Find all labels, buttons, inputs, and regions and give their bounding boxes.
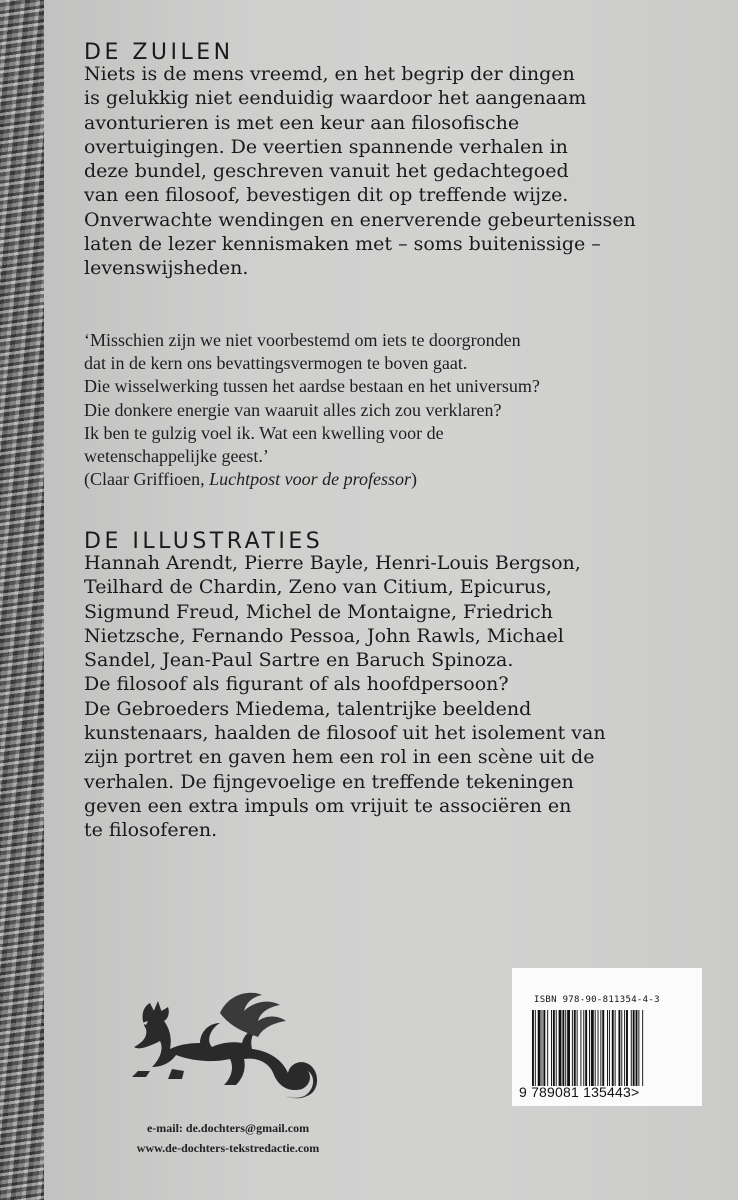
text-line: avonturieren is met een keur aan filosofische (84, 111, 520, 134)
text-line: verhalen. De fijngevoelige en treffende tekeningen (84, 770, 574, 793)
barcode-bar (547, 1010, 548, 1086)
barcode-bar (607, 1010, 608, 1086)
barcode-bar (615, 1010, 616, 1086)
griffin-logo-icon (112, 985, 327, 1105)
barcode-bar (572, 1010, 573, 1086)
text-line: Sigmund Freud, Michel de Montaigne, Friedrich (84, 600, 553, 623)
text-line: Nietzsche, Fernando Pessoa, John Rawls, Michael (84, 624, 564, 647)
text-line: Niets is de mens vreemd, en het begrip der dingen (84, 63, 575, 85)
barcode-bar (602, 1010, 604, 1086)
barcode-bar (577, 1010, 578, 1086)
text-line: Die donkere energie van waaruit alles zich zou verklaren? (84, 399, 502, 420)
barcode-bar (562, 1010, 564, 1086)
barcode-bar (621, 1010, 622, 1086)
barcode-bar (565, 1010, 566, 1086)
attribution-author: (Claar Griffioen, (84, 469, 210, 490)
barcode-bar (600, 1010, 601, 1086)
barcode-bar (551, 1010, 552, 1086)
text-line: van een filosoof, bevestigen dit op treffende wijze. (84, 184, 569, 207)
barcode-bar (624, 1010, 625, 1086)
barcode-bar (532, 1010, 534, 1086)
barcode-bar (543, 1010, 545, 1086)
text-line: dat in de kern ons bevattingsvermogen te boven gaat. (84, 353, 468, 374)
text-line: te filosoferen. (84, 819, 218, 842)
barcode-bar (631, 1010, 632, 1086)
text-line: Hannah Arendt, Pierre Bayle, Henri-Louis Bergson, (84, 552, 581, 574)
barcode-digits: 9 789081 135443 (519, 1084, 631, 1100)
heading-de-zuilen: DE ZUILEN (84, 40, 234, 65)
barcode-bar (636, 1010, 638, 1086)
barcode-bar (598, 1010, 599, 1086)
text-line: Teilhard de Chardin, Zeno van Citium, Epicurus, (84, 576, 552, 599)
barcode-number (519, 1084, 704, 1100)
publisher-website: www.de-dochters-tekstredactie.com (136, 1141, 320, 1155)
barcode-bar (580, 1010, 581, 1086)
barcode-icon (532, 1010, 690, 1086)
barcode-bar (559, 1010, 562, 1086)
barcode-bar (589, 1010, 590, 1086)
barcode-bar (585, 1010, 587, 1086)
text-line: wetenschappelijke geest.’ (84, 446, 269, 467)
heading-de-illustraties: DE ILLUSTRATIES (84, 529, 324, 554)
barcode-bar (542, 1010, 543, 1086)
barcode-bar (609, 1010, 610, 1086)
barcode-bar (618, 1010, 620, 1086)
text-line: Onverwachte wendingen en enerverende gebeurtenissen (84, 208, 636, 231)
barcode-bar (638, 1010, 639, 1086)
illustraties-description (84, 551, 724, 843)
text-line: levenswijsheden. (84, 257, 249, 280)
barcode-bar (626, 1010, 628, 1086)
text-line: De Gebroeders Miedema, talentrijke beeldend (84, 697, 532, 720)
quote-attribution (84, 468, 714, 491)
text-line: ‘Misschien zijn we niet voorbestemd om iets te doorgronden (84, 330, 521, 350)
barcode-bar (574, 1010, 576, 1086)
barcode-box (512, 968, 702, 1106)
isbn-label: ISBN 978-90-811354-4-3 (534, 995, 660, 1005)
book-quote (84, 329, 714, 491)
barcode-bar (591, 1010, 594, 1086)
attribution-title: Luchtpost voor de professor (209, 469, 411, 490)
text-line: laten de lezer kennismaken met – soms buitenissige – (84, 233, 601, 256)
barcode-bar (612, 1010, 614, 1086)
barcode-bar (553, 1010, 555, 1086)
text-line: deze bundel, geschreven vanuit het gedachtegoed (84, 160, 569, 183)
text-line: overtuigingen. De veertien spannende verhalen in (84, 135, 568, 158)
publisher-email: e-mail: de.dochters@gmail.com (146, 1121, 310, 1135)
barcode-bar (583, 1010, 584, 1086)
text-line: Ik ben te gulzig voel ik. Wat een kwelling voor de (84, 422, 444, 443)
zuilen-description (84, 62, 724, 281)
barcode-arrow: > (631, 1084, 640, 1100)
barcode-bar (633, 1010, 635, 1086)
barcode-bar (538, 1010, 541, 1086)
text-line: zijn portret en gaven hem een rol in een scène uit de (84, 746, 595, 769)
text-line: geven een extra impuls om vrijuit te associëren en (84, 794, 572, 817)
text-line: De filosoof als figurant of als hoofdpersoon? (84, 673, 509, 696)
text-line: kunstenaars, haalden de filosoof uit het isolement van (84, 722, 606, 745)
barcode-bar (595, 1010, 596, 1086)
text-line: is gelukkig niet eenduidig waardoor het aangenaam (84, 87, 587, 110)
barcode-bar (535, 1010, 536, 1086)
cover-art-strip (0, 0, 45, 1200)
text-line: Sandel, Jean-Paul Sartre en Baruch Spinoza. (84, 649, 514, 672)
text-line: Die wisselwerking tussen het aardse bestaan en het universum? (84, 376, 540, 397)
attribution-close: ) (410, 469, 417, 490)
barcode-bar (556, 1010, 557, 1086)
barcode-bar (567, 1010, 570, 1086)
barcode-bar (642, 1010, 643, 1086)
